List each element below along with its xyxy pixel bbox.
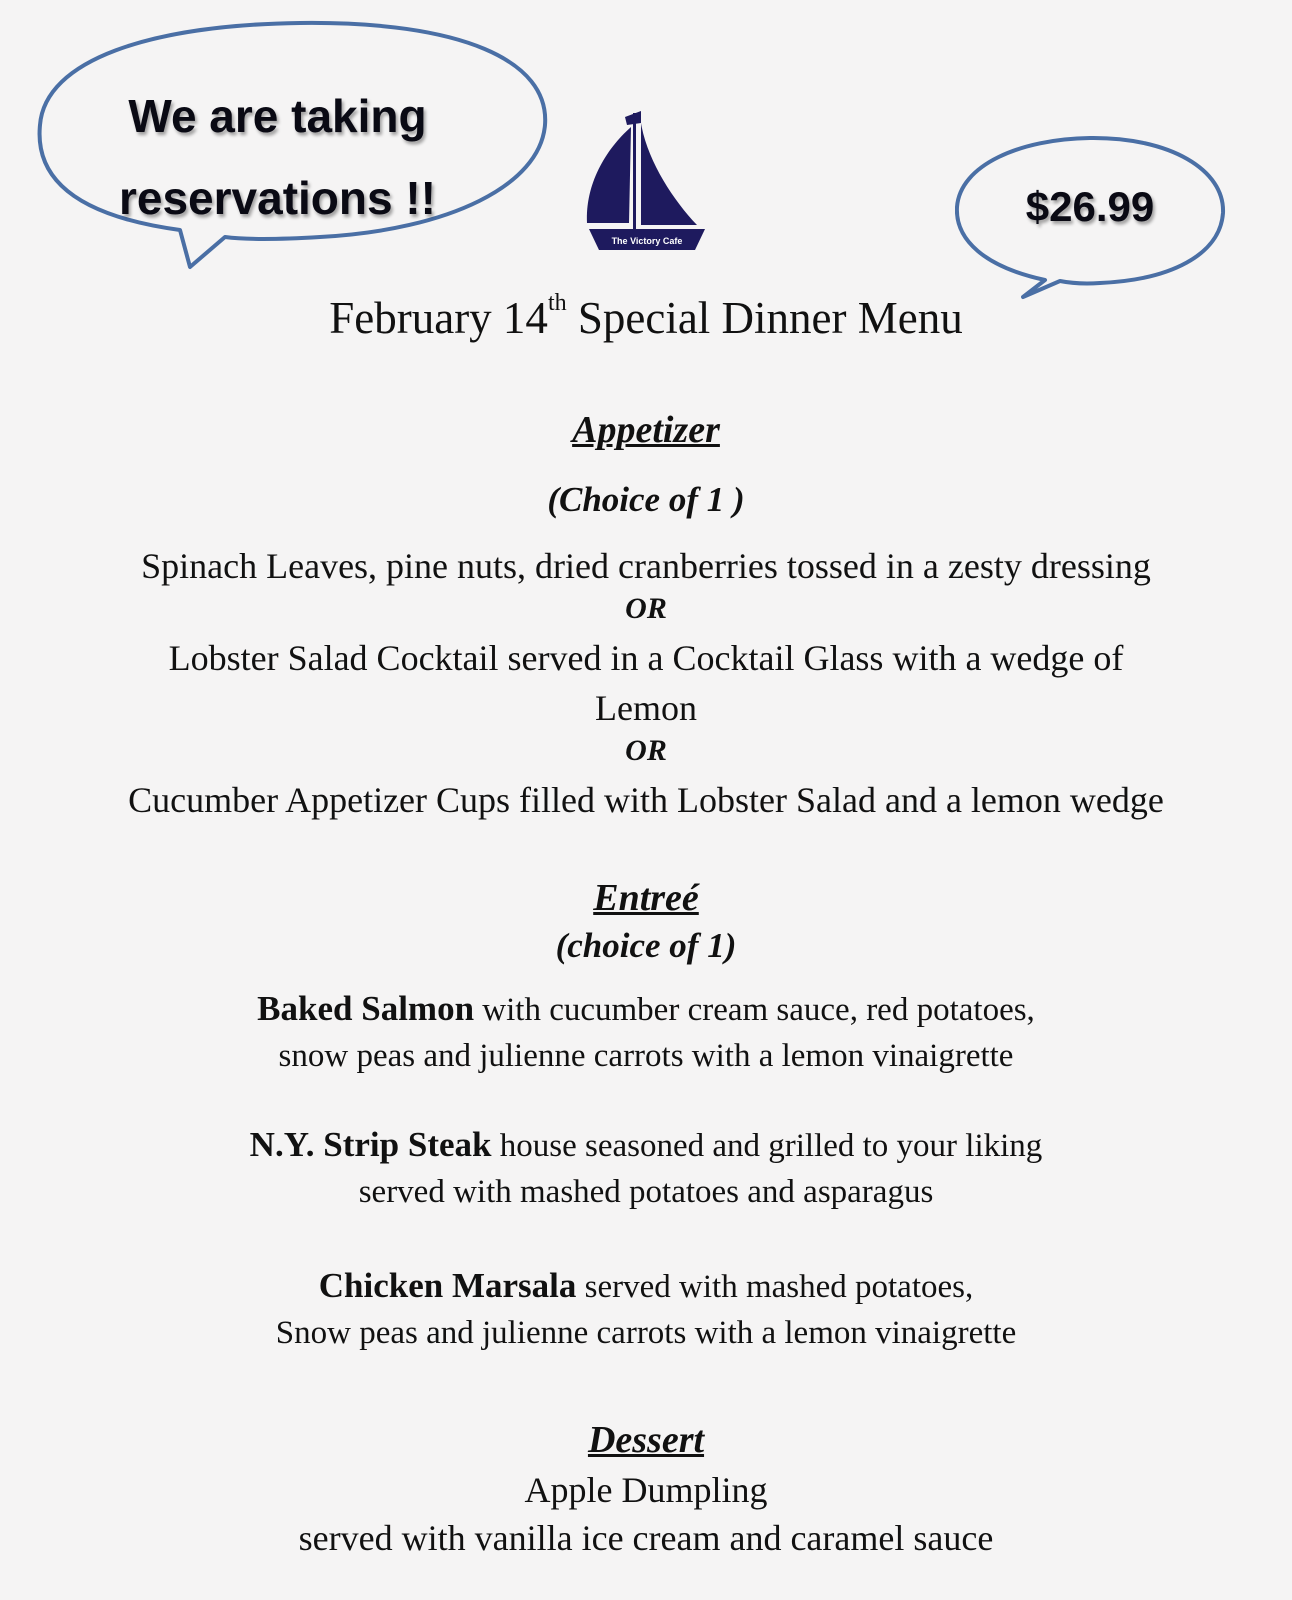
entree-item: Chicken Marsala served with mashed potatoes, Snow peas and julienne carrots with a lemon vinaigrette xyxy=(275,1266,1017,1351)
dessert-heading: Dessert xyxy=(587,1419,705,1461)
appetizer-option-2-line-1: Lobster Salad Cocktail served in a Cocktail Glass with a wedge of xyxy=(168,638,1124,678)
price-bubble xyxy=(955,135,1245,310)
reservation-line-1: We are taking xyxy=(128,90,427,142)
or-separator: OR xyxy=(625,592,667,625)
dessert-line-1: Apple Dumpling xyxy=(524,1470,768,1510)
dessert-line-2: served with vanilla ice cream and caramel sauce xyxy=(298,1518,994,1558)
appetizer-option-2-line-2: Lemon xyxy=(595,688,697,728)
logo-text: The Victory Cafe xyxy=(611,236,683,246)
reservation-bubble xyxy=(30,15,575,275)
appetizer-option-3: Cucumber Appetizer Cups filled with Lobster Salad and a lemon wedge xyxy=(128,780,1164,820)
price-text: $26.99 xyxy=(1025,183,1155,230)
entree-choice: (choice of 1) xyxy=(555,926,737,965)
appetizer-choice: (Choice of 1 ) xyxy=(547,480,745,519)
appetizer-option-1: Spinach Leaves, pine nuts, dried cranberries tossed in a zesty dressing xyxy=(141,546,1151,586)
page-title: February 14th Special Dinner Menu xyxy=(329,290,963,343)
sailboat-icon xyxy=(585,105,720,260)
or-separator: OR xyxy=(625,734,667,767)
victory-cafe-logo xyxy=(585,105,720,260)
entree-item: Baked Salmon with cucumber cream sauce, red potatoes, snow peas and julienne carrots with a lemon vinaigrette xyxy=(257,989,1035,1074)
entree-item: N.Y. Strip Steak house seasoned and grilled to your liking served with mashed potatoes and asparagus xyxy=(249,1125,1043,1210)
reservation-line-2: reservations !! xyxy=(118,172,436,224)
appetizer-heading: Appetizer xyxy=(572,409,720,451)
entree-heading: Entreé xyxy=(593,877,699,919)
